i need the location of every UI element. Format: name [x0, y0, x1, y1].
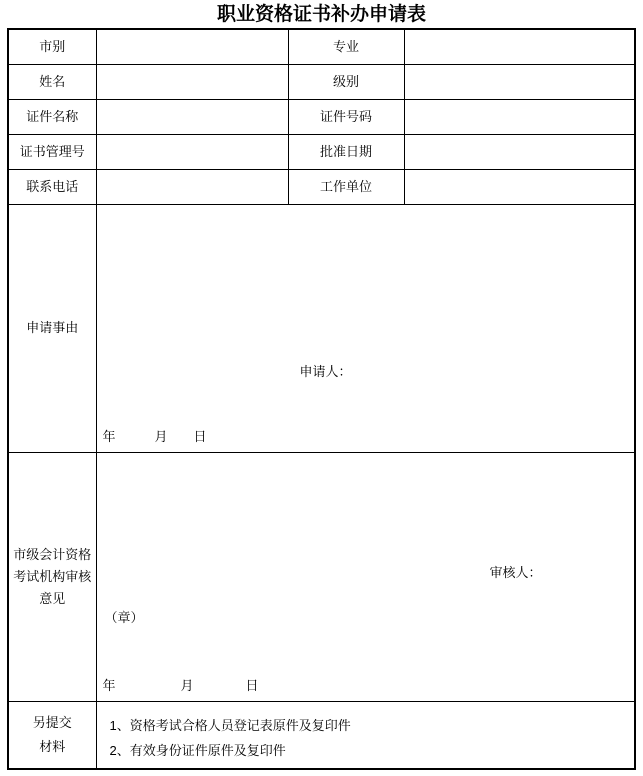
field-value-city[interactable]: [96, 29, 288, 64]
field-label-employer: 工作单位: [288, 169, 404, 204]
application-form-table: [7, 28, 636, 770]
field-value-cert-mgmt-number[interactable]: [96, 134, 288, 169]
field-label-approval-date: 批准日期: [288, 134, 404, 169]
reviewer-signature-label: 审核人：: [489, 564, 542, 580]
field-label-id-number: 证件号码: [288, 99, 404, 134]
application-date-line: 年 月 日: [102, 428, 207, 444]
review-label-line: 考试机构审核: [13, 568, 92, 584]
field-value-employer[interactable]: [404, 169, 635, 204]
review-row: [8, 452, 635, 701]
field-value-name[interactable]: [96, 64, 288, 99]
materials-item: 2、有效身份证件原件及复印件: [109, 743, 286, 759]
field-value-id-name[interactable]: [96, 99, 288, 134]
table-row: [8, 99, 635, 134]
table-row: [8, 29, 635, 64]
review-label-line: 市级会计资格: [13, 546, 92, 562]
materials-cell: [96, 701, 635, 769]
table-row: [8, 169, 635, 204]
review-authority-label: [8, 452, 96, 701]
application-reason-cell[interactable]: [96, 204, 635, 452]
materials-label-line: 材料: [39, 738, 66, 754]
review-opinion-cell[interactable]: [96, 452, 635, 701]
field-label-phone: 联系电话: [8, 169, 96, 204]
field-value-id-number[interactable]: [404, 99, 635, 134]
application-reason-row: [8, 204, 635, 452]
application-reason-label: 申请事由: [8, 204, 96, 452]
review-label-line: 意见: [39, 590, 66, 606]
materials-item: 1、资格考试合格人员登记表原件及复印件: [109, 718, 351, 734]
table-row: [8, 134, 635, 169]
field-label-id-name: 证件名称: [8, 99, 96, 134]
field-value-major[interactable]: [404, 29, 635, 64]
table-row: [8, 64, 635, 99]
applicant-signature-label: 申请人：: [299, 363, 352, 379]
field-value-phone[interactable]: [96, 169, 288, 204]
materials-label: [8, 701, 96, 769]
field-label-cert-mgmt-number: 证书管理号: [8, 134, 96, 169]
field-value-approval-date[interactable]: [404, 134, 635, 169]
field-label-name: 姓名: [8, 64, 96, 99]
field-value-level[interactable]: [404, 64, 635, 99]
materials-row: [8, 701, 635, 769]
field-label-major: 专业: [288, 29, 404, 64]
materials-list: [97, 706, 635, 763]
review-date-line: 年 月 日: [102, 677, 259, 693]
official-seal-label: （章）: [104, 609, 144, 625]
field-label-city: 市别: [8, 29, 96, 64]
materials-label-line: 另提交: [32, 714, 72, 730]
form-title: 职业资格证书补办申请表: [216, 4, 426, 25]
field-label-level: 级别: [288, 64, 404, 99]
